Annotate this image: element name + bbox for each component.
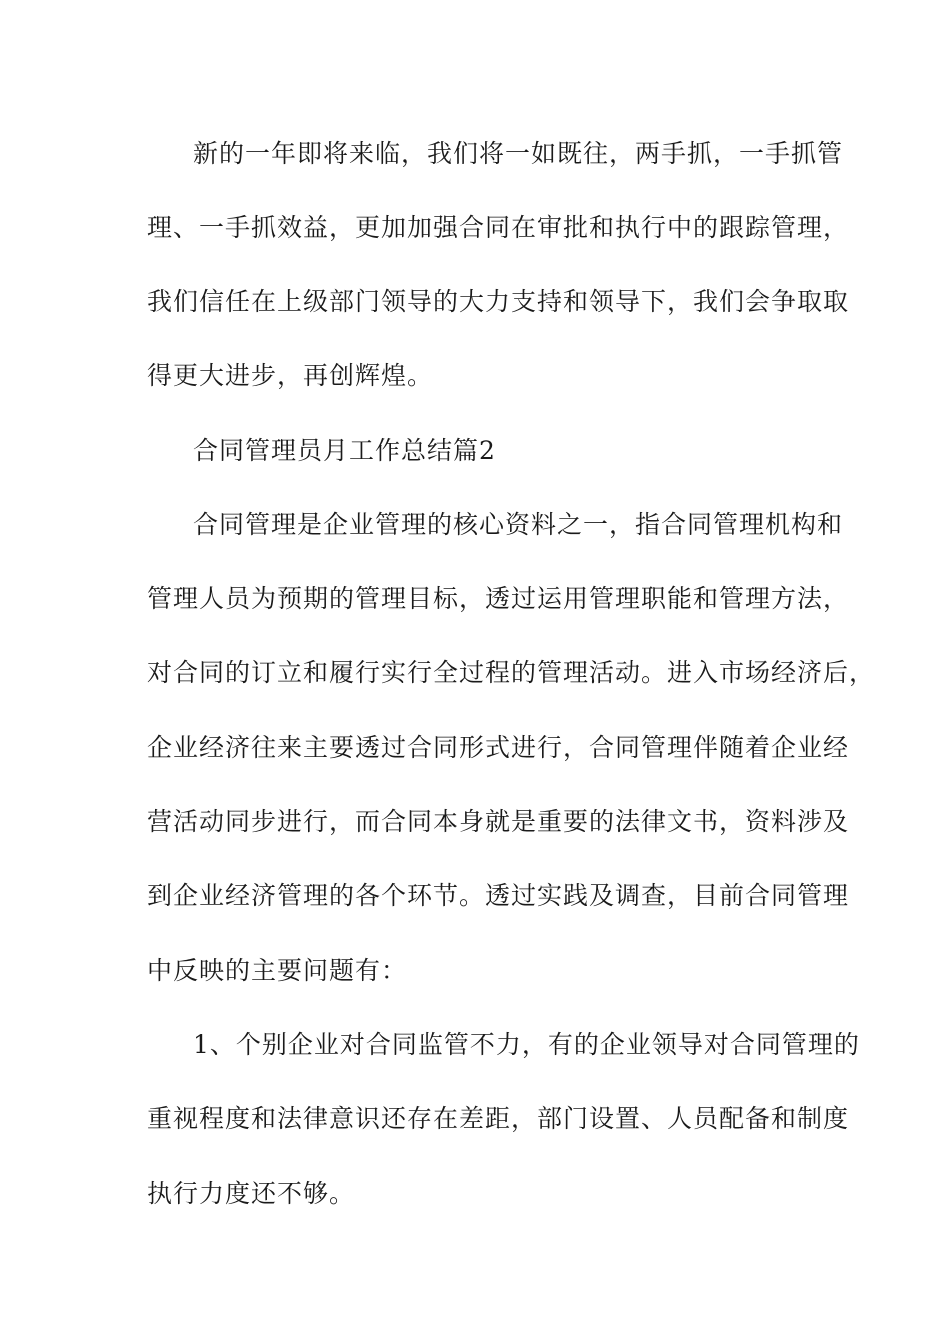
paragraph-line: 我们信任在上级部门领导的大力支持和领导下，我们会争取取 (147, 287, 850, 316)
paragraph-line: 中反映的主要问题有： (147, 956, 408, 985)
list-item-line: 执行力度还不够。 (147, 1179, 356, 1208)
paragraph-line: 得更大进步，再创辉煌。 (147, 361, 434, 390)
paragraph-line: 管理人员为预期的管理目标，透过运用管理职能和管理方法， (147, 584, 850, 613)
paragraph-line: 营活动同步进行，而合同本身就是重要的法律文书，资料涉及 (147, 807, 850, 836)
paragraph-line: 到企业经济管理的各个环节。透过实践及调查，目前合同管理 (147, 881, 850, 910)
paragraph-line: 新的一年即将来临，我们将一如既往，两手抓，一手抓管 (193, 139, 844, 168)
paragraph-line: 对合同的订立和履行实行全过程的管理活动。进入市场经济后， (147, 658, 876, 687)
section-heading: 合同管理员月工作总结篇2 (193, 436, 496, 465)
paragraph-line: 理、一手抓效益，更加加强合同在审批和执行中的跟踪管理， (147, 213, 850, 242)
list-item-line: 重视程度和法律意识还存在差距，部门设置、人员配备和制度 (147, 1104, 850, 1133)
list-item-line: 1、个别企业对合同监管不力，有的企业领导对合同管理的 (193, 1030, 860, 1059)
paragraph-line: 合同管理是企业管理的核心资料之一，指合同管理机构和 (193, 510, 844, 539)
paragraph-line: 企业经济往来主要透过合同形式进行，合同管理伴随着企业经 (147, 733, 850, 762)
